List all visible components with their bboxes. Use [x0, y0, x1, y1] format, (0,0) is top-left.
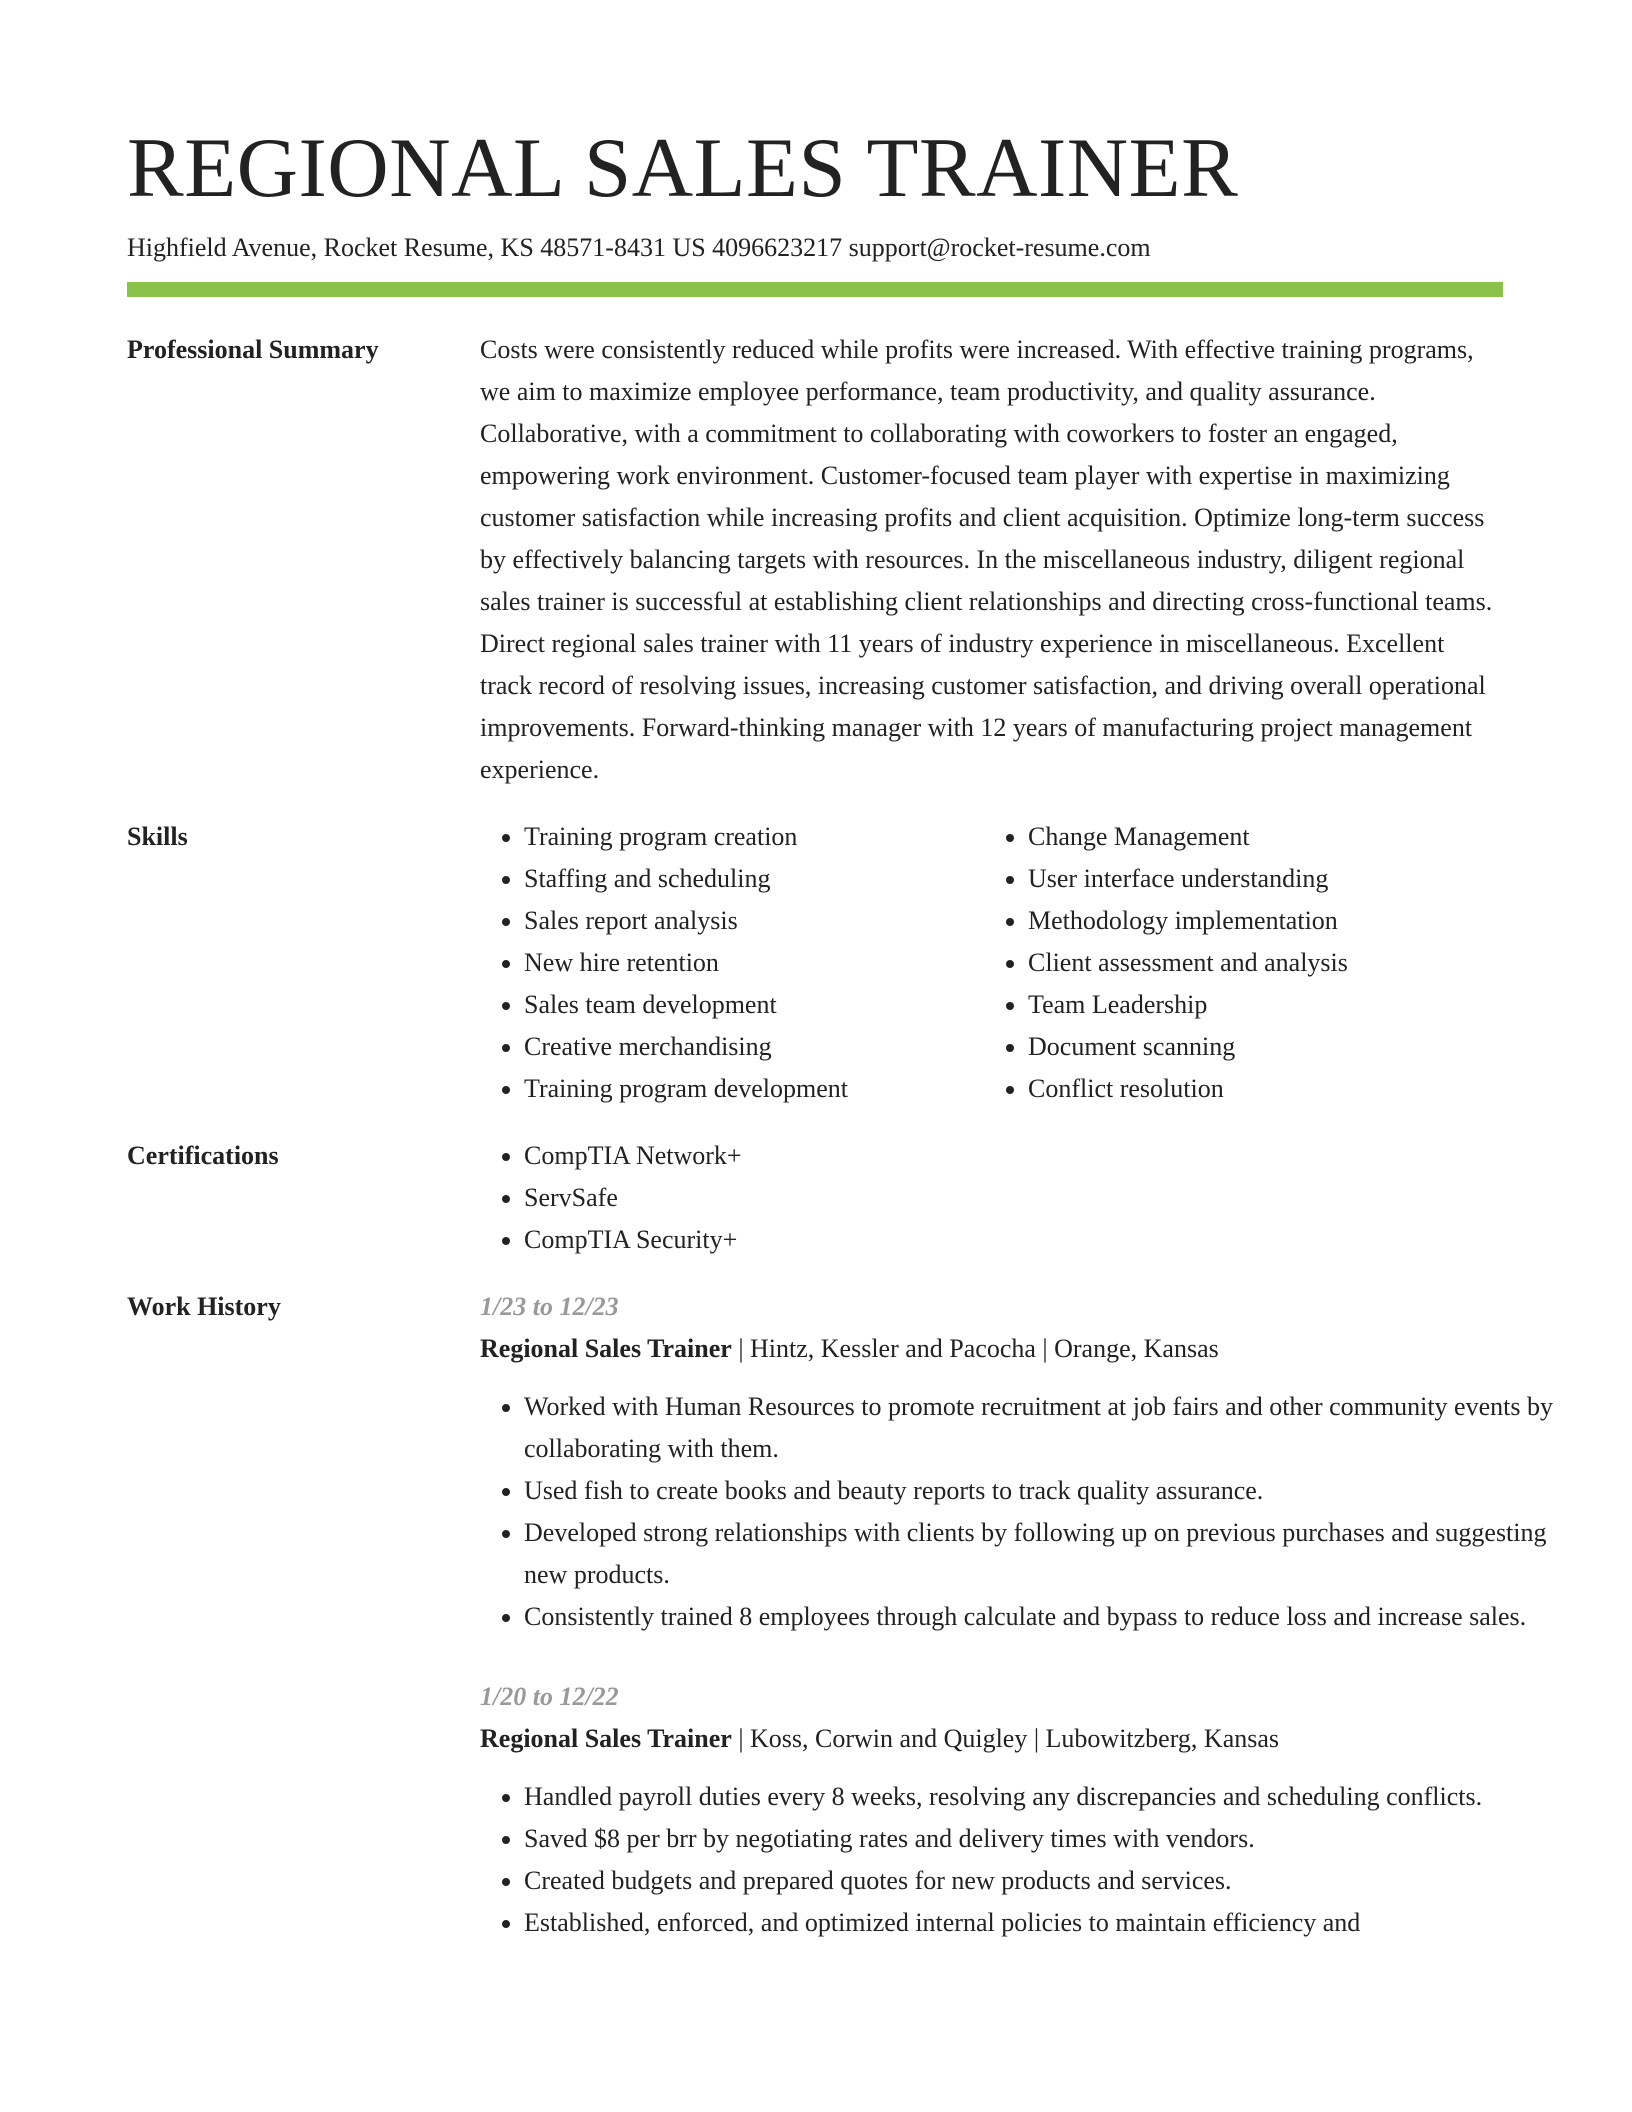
job-duties-list	[480, 1386, 1554, 1638]
skill-item: • Sales report analysis	[524, 900, 984, 942]
job-duty-item: • Developed strong relationships with clients by following up on previous purchases and suggesting new products.	[524, 1512, 1554, 1596]
header-divider	[127, 282, 1503, 297]
summary-section	[127, 335, 1503, 791]
resume-name-heading: REGIONAL SALES TRAINER	[127, 121, 1239, 215]
job-entry	[480, 1676, 1554, 1944]
resume-page	[127, 118, 1553, 1944]
job-role: Regional Sales Trainer	[480, 1334, 732, 1363]
skill-item: • Sales team development	[524, 984, 984, 1026]
job-duty-item: • Saved $8 per brr by negotiating rates and delivery times with vendors.	[524, 1818, 1554, 1860]
job-duty-item: • Used fish to create books and beauty reports to track quality assurance.	[524, 1470, 1554, 1512]
summary-text: Costs were consistently reduced while profits were increased. With effective training programs, we aim to maximize employee performance, team productivity, and quality assurance. Collaborative, with a commitment to collaborating with coworkers to foster an engaged, empowering work environment. Customer-focused team player with expertise in maximizing customer satisfaction while increasing profits and client acquisition. Optimize long-term success by effectively balancing targets with resources. In the miscellaneous industry, diligent regional sales trainer is successful at establishing client relationships and directing cross-functional teams. Direct regional sales trainer with 11 years of industry experience in miscellaneous. Excellent track record of resolving issues, increasing customer satisfaction, and driving overall operational improvements. Forward-thinking manager with 12 years of manufacturing project management experience.	[480, 335, 1493, 784]
summary-body	[480, 329, 1503, 791]
skill-item: • Staffing and scheduling	[524, 858, 984, 900]
skill-item: • Training program creation	[524, 816, 984, 858]
job-title-line	[480, 1718, 1554, 1760]
skills-column-left	[480, 816, 984, 1110]
skills-grid	[480, 816, 1503, 1110]
certification-item: • CompTIA Security+	[524, 1219, 1503, 1261]
job-duties-list	[480, 1776, 1554, 1944]
job-dates: 1/23 to 12/23	[480, 1292, 619, 1321]
job-duty-item: • Handled payroll duties every 8 weeks, resolving any discrepancies and scheduling conflicts.	[524, 1776, 1554, 1818]
job-employer-location: | Koss, Corwin and Quigley | Lubowitzberg, Kansas	[731, 1724, 1280, 1753]
certification-item: • CompTIA Network+	[524, 1135, 1503, 1177]
certifications-list	[480, 1135, 1503, 1261]
job-title-line	[480, 1328, 1554, 1370]
skill-item: • Conflict resolution	[1028, 1068, 1488, 1110]
job-duty-item: • Established, enforced, and optimized internal policies to maintain efficiency and	[524, 1902, 1554, 1944]
job-employer-location: | Hintz, Kessler and Pacocha | Orange, Kansas	[731, 1334, 1219, 1363]
skills-label: Skills	[127, 822, 188, 851]
skills-list-left	[480, 816, 984, 1110]
summary-label: Professional Summary	[127, 335, 379, 364]
work-history-label: Work History	[127, 1292, 281, 1321]
certifications-section	[127, 1141, 1503, 1261]
skill-item: • New hire retention	[524, 942, 984, 984]
skill-item: • Creative merchandising	[524, 1026, 984, 1068]
skill-item: • Training program development	[524, 1068, 984, 1110]
skills-list-right	[984, 816, 1488, 1110]
skills-column-right	[984, 816, 1488, 1110]
contact-info: Highfield Avenue, Rocket Resume, KS 48571-8431 US 4096623217 support@rocket-resume.com	[127, 233, 1151, 262]
skill-item: • Client assessment and analysis	[1028, 942, 1488, 984]
job-duty-item: • Created budgets and prepared quotes for new products and services.	[524, 1860, 1554, 1902]
skill-item: • User interface understanding	[1028, 858, 1488, 900]
skills-section	[127, 822, 1503, 1110]
skill-item: • Methodology implementation	[1028, 900, 1488, 942]
job-role: Regional Sales Trainer	[480, 1724, 732, 1753]
skill-item: • Team Leadership	[1028, 984, 1488, 1026]
job-duty-item: • Worked with Human Resources to promote recruitment at job fairs and other community events by collaborating with them.	[524, 1386, 1554, 1470]
job-dates: 1/20 to 12/22	[480, 1682, 619, 1711]
work-history-section	[127, 1292, 1553, 1944]
certifications-label: Certifications	[127, 1141, 279, 1170]
skill-item: • Document scanning	[1028, 1026, 1488, 1068]
job-duty-item: • Consistently trained 8 employees through calculate and bypass to reduce loss and increase sales.	[524, 1596, 1554, 1638]
skills-body	[480, 816, 1503, 1110]
certification-item: • ServSafe	[524, 1177, 1503, 1219]
certifications-body	[480, 1135, 1503, 1261]
skill-item: • Change Management	[1028, 816, 1488, 858]
work-history-body	[480, 1286, 1554, 1944]
job-entry	[480, 1286, 1554, 1638]
